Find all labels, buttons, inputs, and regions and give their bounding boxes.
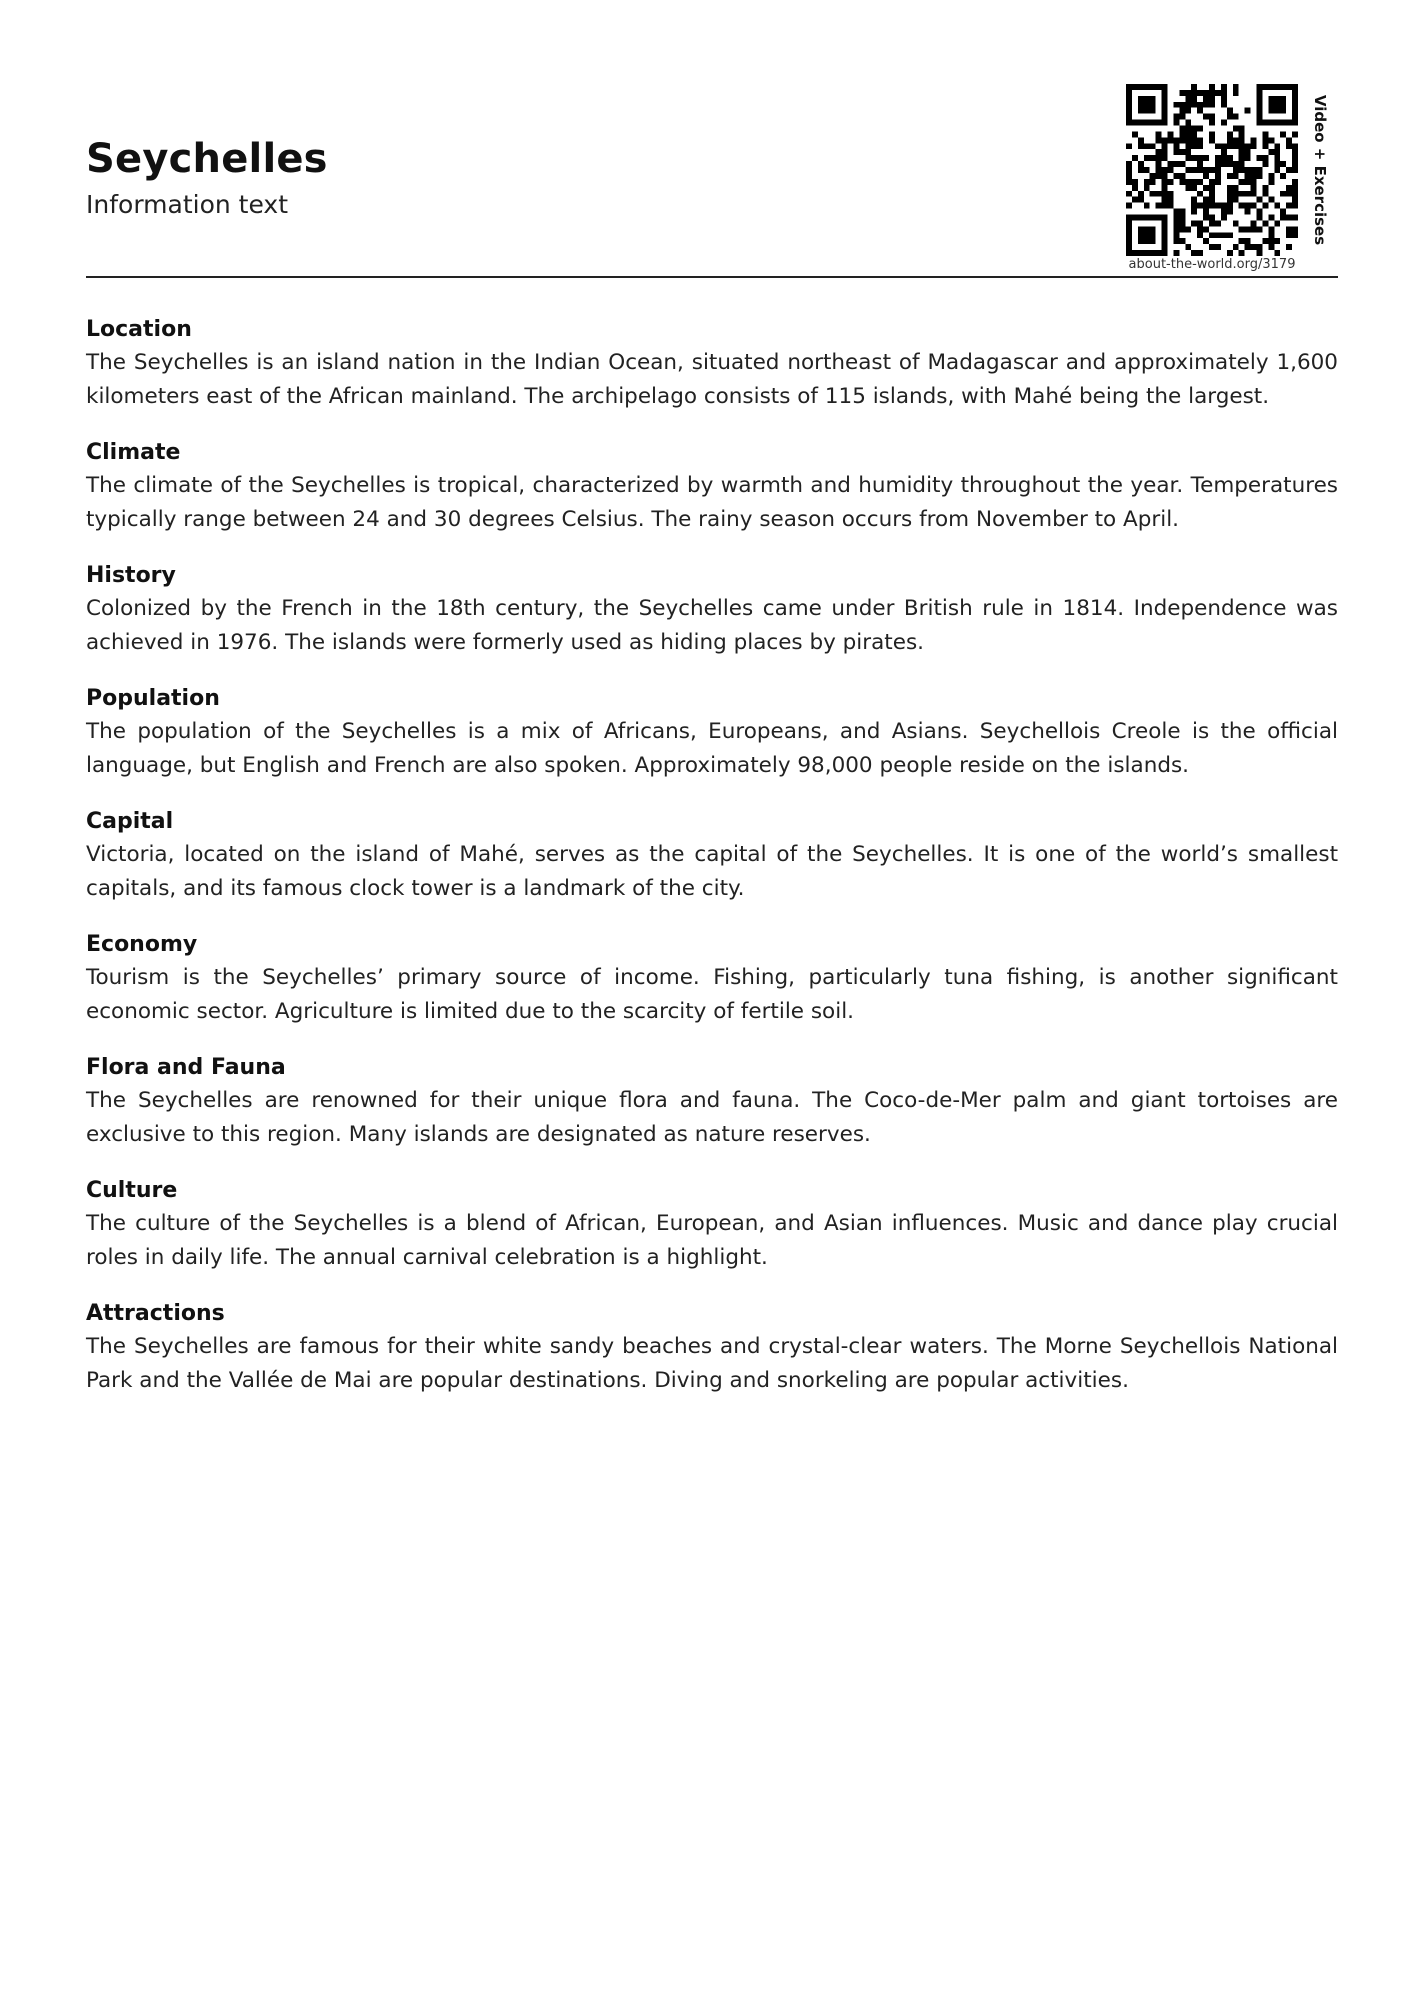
qr-url[interactable]: about-the-world.org/3179 <box>1128 257 1296 272</box>
qr-code-icon[interactable] <box>1126 84 1298 256</box>
section-population <box>86 682 1338 782</box>
page-header <box>86 0 1338 278</box>
page-title: Seychelles <box>86 136 328 182</box>
section-heading: Culture <box>86 1178 178 1203</box>
section-text: Victoria, located on the island of Mahé, serves as the capital of the Seychelles. It is one of the world’s smallest capitals, and its famous clock tower is a landmark of the city. <box>86 842 1338 901</box>
section-climate <box>86 436 1338 536</box>
section-flora-and-fauna <box>86 1051 1338 1151</box>
section-heading: Flora and Fauna <box>86 1055 286 1080</box>
section-heading: Population <box>86 686 220 711</box>
section-text: The population of the Seychelles is a mix of Africans, Europeans, and Asians. Seychellois Creole is the official language, but English and French are also spoken. Approximately 98,000 people reside on the islands. <box>86 719 1338 778</box>
page-subtitle: Information text <box>86 190 289 219</box>
section-text: The culture of the Seychelles is a blend of African, European, and Asian influences. Music and dance play crucial roles in daily life. The annual carnival celebration is a highlight. <box>86 1211 1338 1270</box>
information-text <box>86 313 1338 1420</box>
section-heading: Climate <box>86 440 181 465</box>
section-text: Tourism is the Seychelles’ primary source of income. Fishing, particularly tuna fishing, is another significant economic sector. Agriculture is limited due to the scarcity of fertile soil. <box>86 965 1338 1024</box>
section-history <box>86 559 1338 659</box>
section-location <box>86 313 1338 413</box>
section-heading: History <box>86 563 176 588</box>
section-economy <box>86 928 1338 1028</box>
section-heading: Economy <box>86 932 198 957</box>
section-text: The Seychelles are famous for their white sandy beaches and crystal-clear waters. The Morne Seychellois National Park and the Vallée de Mai are popular destinations. Diving and snorkeling are popular activities. <box>86 1334 1338 1393</box>
section-heading: Capital <box>86 809 174 834</box>
qr-side-label: Video + Exercises <box>1311 94 1329 246</box>
section-culture <box>86 1174 1338 1274</box>
section-capital <box>86 805 1338 905</box>
section-heading: Attractions <box>86 1301 225 1326</box>
section-text: Colonized by the French in the 18th century, the Seychelles came under British rule in 1814. Independence was achieved in 1976. The islands were formerly used as hiding places by pirates. <box>86 596 1338 655</box>
section-text: The Seychelles is an island nation in the Indian Ocean, situated northeast of Madagascar and approximately 1,600 kilometers east of the African mainland. The archipelago consists of 115 islands, with Mahé being the largest. <box>86 350 1338 409</box>
section-attractions <box>86 1297 1338 1397</box>
section-heading: Location <box>86 317 192 342</box>
section-text: The climate of the Seychelles is tropical, characterized by warmth and humidity throughout the year. Temperatures typically range between 24 and 30 degrees Celsius. The rainy season occurs from November to April. <box>86 473 1338 532</box>
section-text: The Seychelles are renowned for their unique flora and fauna. The Coco-de-Mer palm and giant tortoises are exclusive to this region. Many islands are designated as nature reserves. <box>86 1088 1338 1147</box>
